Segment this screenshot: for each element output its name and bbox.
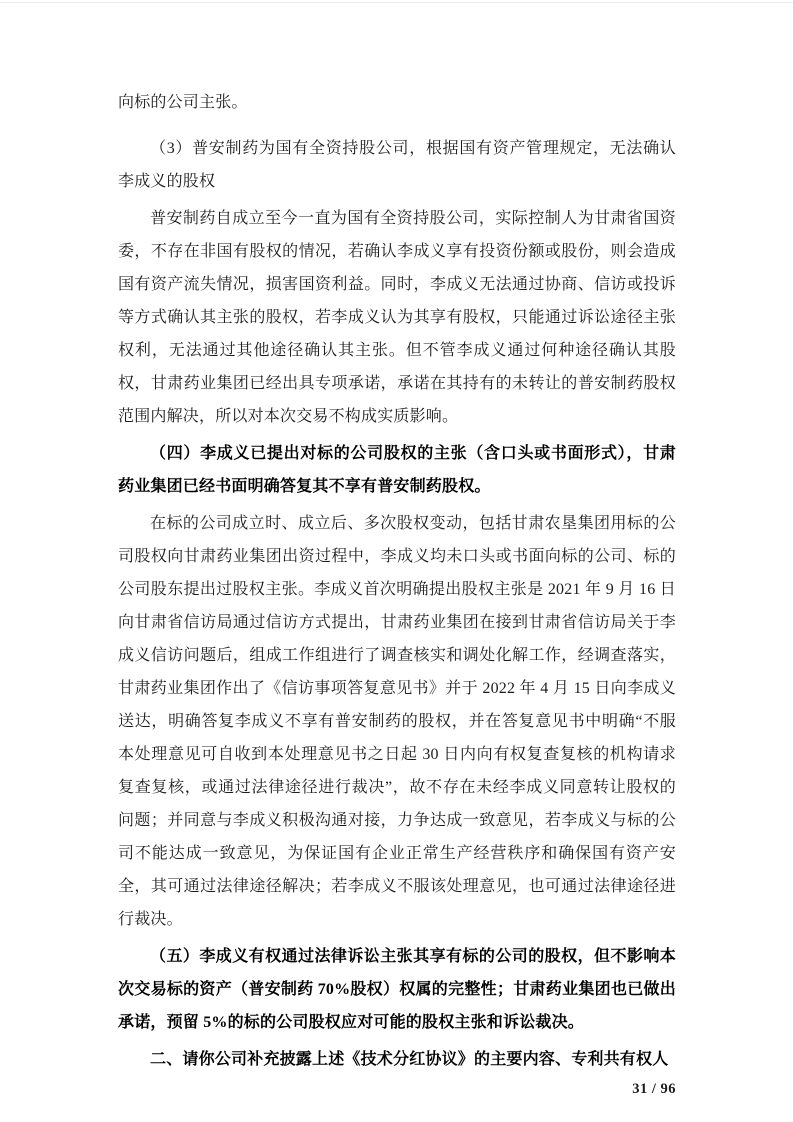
page-top-edge xyxy=(0,2,793,3)
paragraph-continuation: 向标的公司主张。 xyxy=(118,94,248,111)
heading-section-5: （五）李成义有权通过法律诉讼主张其享有标的公司的股权，但不影响本次交易标的资产（普安制药 70%股权）权属的完整性；甘肃药业集团也已做出承诺，预留 5%的标的公司股权应对可能的股权主张和诉讼裁决。 xyxy=(118,948,676,1031)
paragraph-petition-reply: 在标的公司成立时、成立后、多次股权变动，包括甘肃农垦集团用标的公司股权向甘肃药业集团出资过程中，李成义均未口头或书面向标的公司、标的公司股东提出过股权主张。李成义首次明确提出股权主张是 2021 年 9 月 16 日向甘肃省信访局通过信访方式提出，甘肃药业集团在接到甘肃省信访局关于李成义信访问题后，组成工作组进行了调查核实和调处化解工作，经调查落实，甘肃药业集团作出了《信访事项答复意见书》并于 2022 年 4 月 15 日向李成义送达，明确答复李成义不享有普安制药的股权，并在答复意见书中明确“不服本处理意见可自收到本处理意见书之日起 30 日内向有权复查复核的机构请求复查复核，或通过法律途径进行裁决”，故不存在未经李成义同意转让股权的问题；并同意与李成义积极沟通对接，力争达成一致意见，若李成义与标的公司不能达成一致意见，为保证国有企业正常生产经营秩序和确保国有资产安全，其可通过法律途径解决；若李成义不服该处理意见，也可通过法律途径进行裁决。 xyxy=(118,515,676,928)
paragraph-puan-state-owned: 普安制药自成立至今一直为国有全资持股公司，实际控制人为甘肃省国资委，不存在非国有股权的情况，若确认李成义享有投资份额或股份，则会造成国有资产流失情况，损害国资利益。同时，李成义无法通过协商、信访或投诉等方式确认其主张的股权，若李成义认为其享有股权，只能通过诉讼途径主张权利，无法通过其他途径确认其主张。但不管李成义通过何种途径确认其股权，甘肃药业集团已经出具专项承诺，承诺在其持有的未转让的普安制药股权范围内解决，所以对本次交易不构成实质影响。 xyxy=(118,210,676,425)
heading-question-2: 二、请你公司补充披露上述《技术分红协议》的主要内容、专利共有权人 xyxy=(150,1051,669,1068)
heading-section-4: （四）李成义已提出对标的公司股权的主张（含口头或书面形式），甘肃药业集团已经书面明确答复其不享有普安制药股权。 xyxy=(118,445,676,495)
subheading-item-3: （3）普安制药为国有全资持股公司，根据国有资产管理规定，无法确认李成义的股权 xyxy=(118,140,676,190)
document-content xyxy=(118,86,676,1099)
page-number: 31 / 96 xyxy=(632,1081,676,1097)
